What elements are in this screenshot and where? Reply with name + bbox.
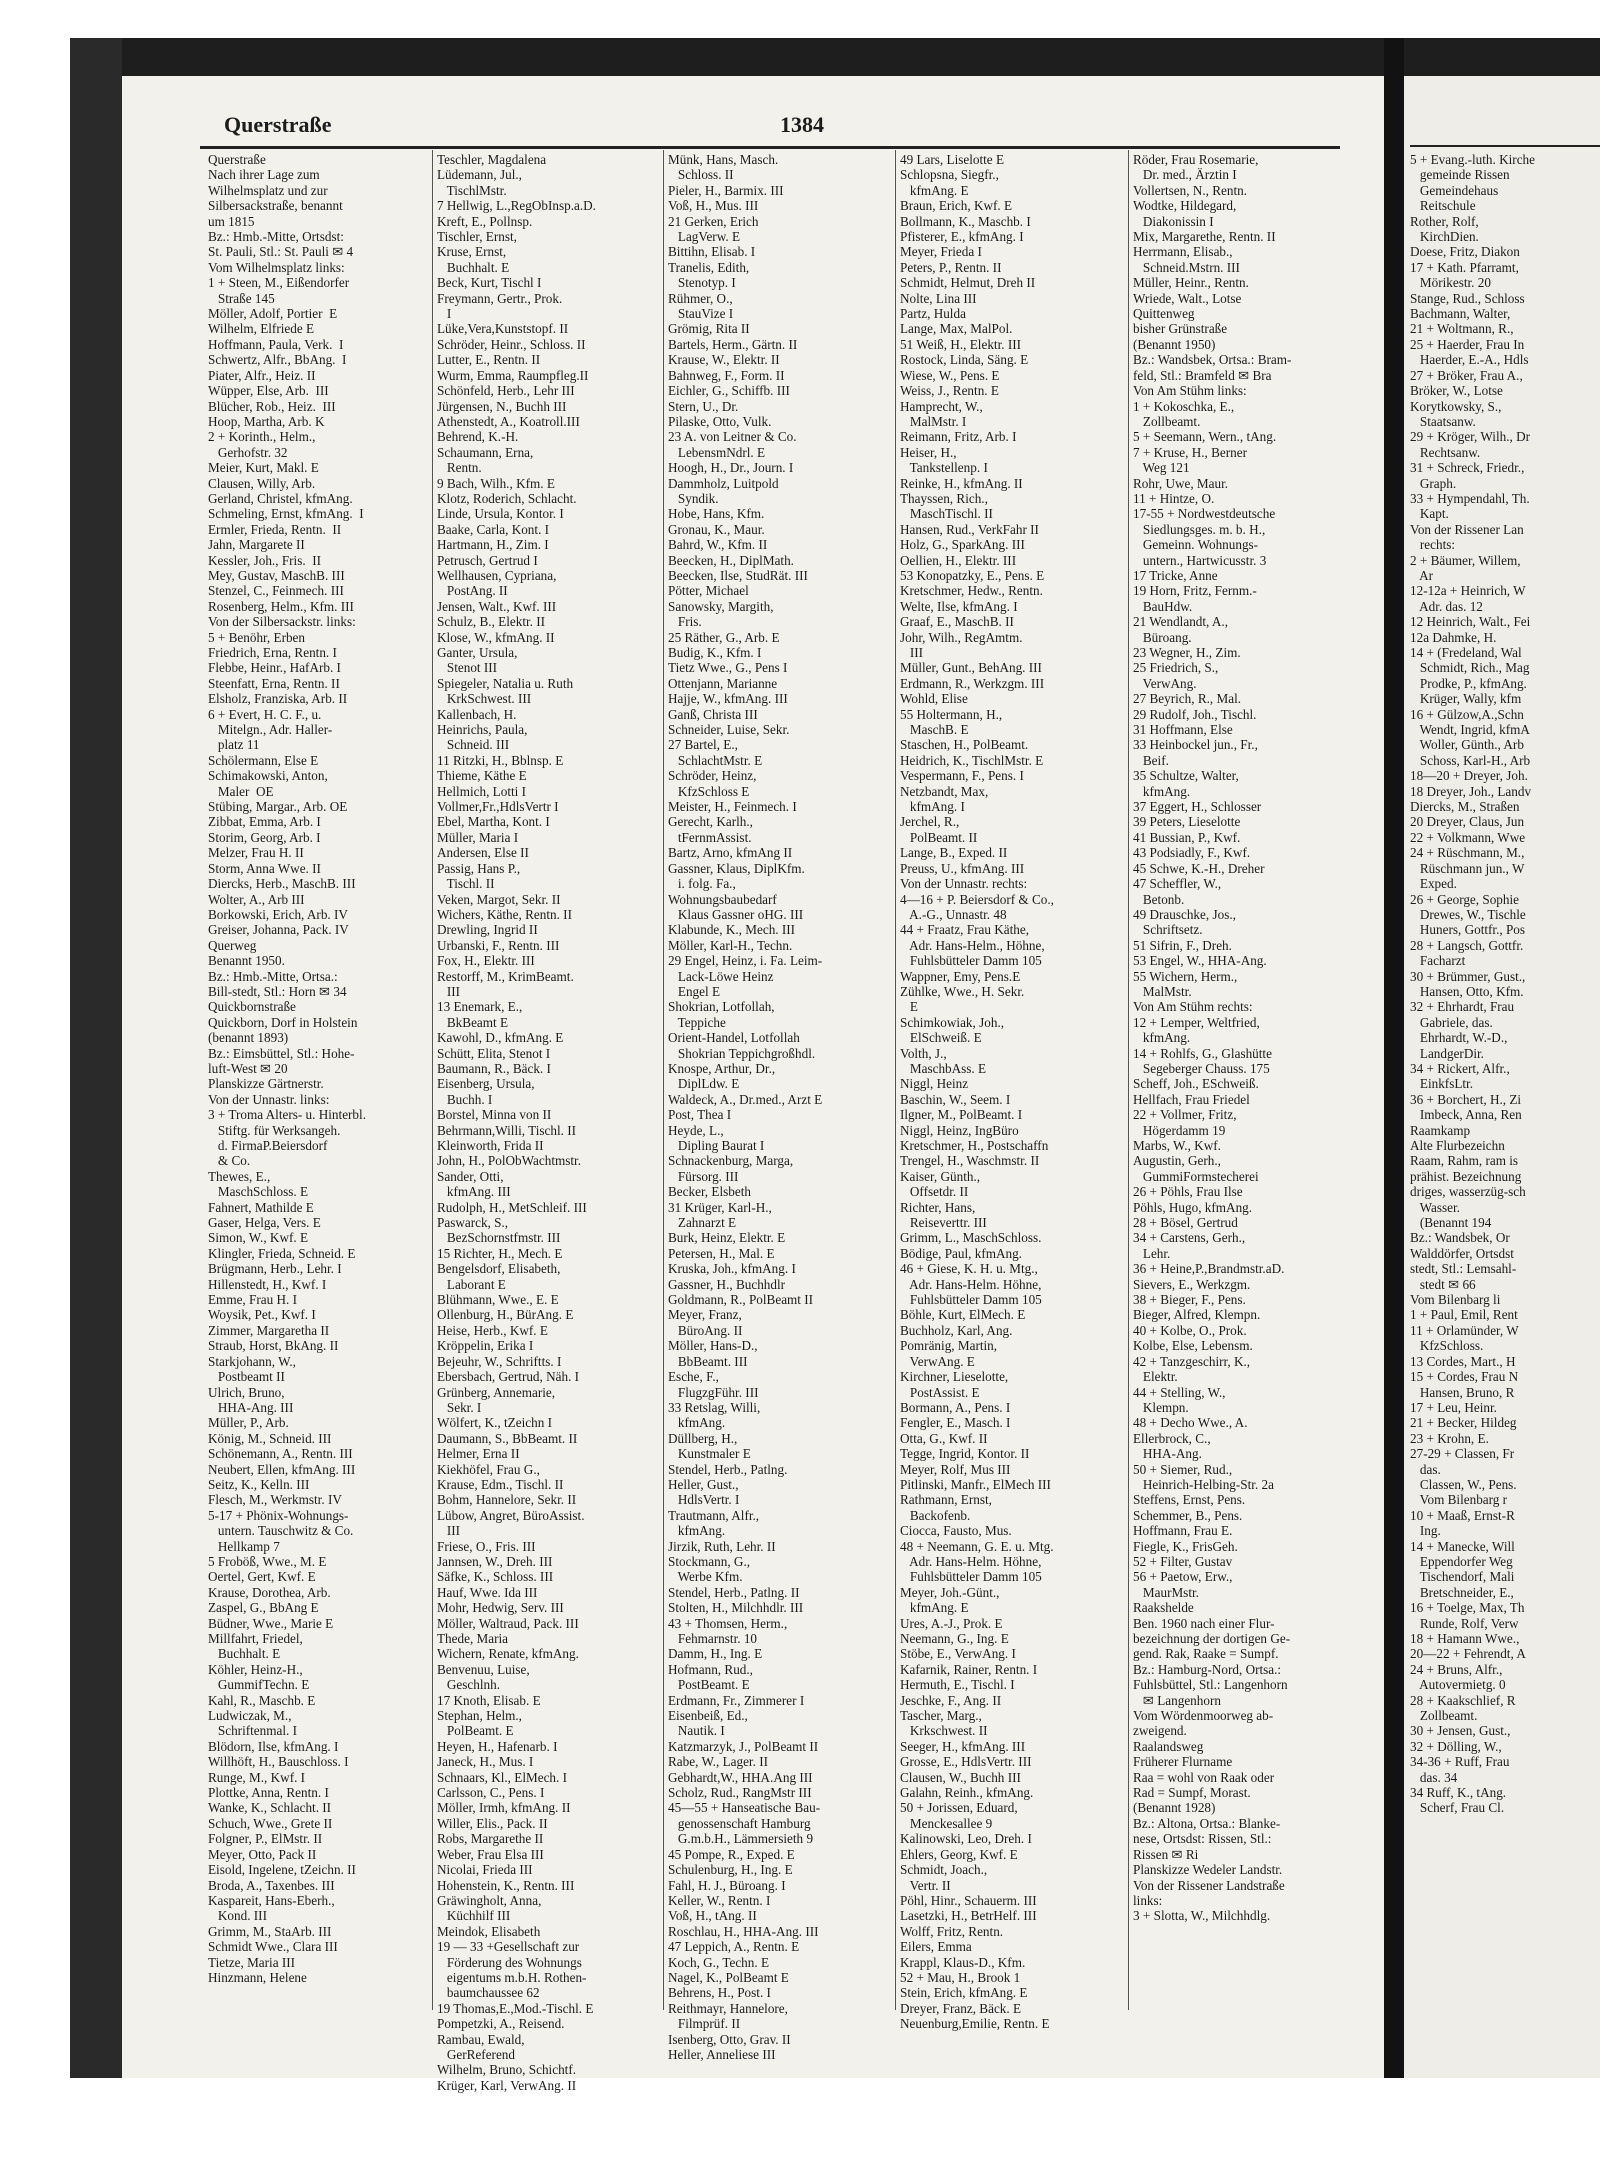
scan-border-top [70,38,1600,76]
column-divider [1128,150,1129,2010]
column-divider [432,150,433,2010]
book-gutter [1384,38,1404,2078]
right-page-column: 5 + Evang.-luth. Kirche gemeinde Rissen Gemeindehaus Reitschule Rother, Rolf, KirchDien. Doese, Fritz, Diakon 17 + Kath. Pfarramt, Mörikestr. 20 Stange, Rud., Schloss Bachmann, Walter, 21 + Woltmann, R., 25 + Haerder, Frau In Haerder, E.-A., Hdls 27 + Bröker, Frau A., Bröker, W., Lotse Korytkowsky, S., Staatsanw. 29 + Kröger, Wilh., Dr Rechtsanw. 31 + Schreck, Friedr., Graph. 33 + Hympendahl, Th. Kapt. Von der Rissener Lan rechts: 2 + Bäumer, Willem, Ar 12-12a + Heinrich, W Adr. das. 12 12 Heinrich, Walt., Fei 12a Dahmke, H. 14 + (Fredeland, Wal Schmidt, Rich., Mag Prodke, P., kfmAng. Krüger, Wally, kfm 16 + Gülzow,A.,Schn Wendt, Ingrid, kfmA Woller, Günth., Arb Schoss, Karl-H., Arb 18—20 + Dreyer, Joh. 18 Dreyer, Joh., Landv Diercks, M., Straßen 20 Dreyer, Claus, Jun 22 + Volkmann, Wwe 24 + Rüschmann, M., Rüschmann jun., W Exped. 26 + George, Sophie Drewes, W., Tischle Huners, Gottfr., Pos 28 + Langsch, Gottfr. Facharzt 30 + Brümmer, Gust., Hansen, Otto, Kfm. 32 + Ehrhardt, Frau Gabriele, das. Ehrhardt, W.-D., LandgerDir. 34 + Rickert, Alfr., EinkfsLtr. 36 + Borchert, H., Zi Imbeck, Anna, Ren Raamkamp Alte Flurbezeichn Raam, Rahm, ram is prähist. Bezeichnung driges, wasserzüg-sch Wasser. (Benannt 194 Bz.: Wandsbek, Or Walddörfer, Ortsdst stedt, Stl.: Lemsahl- stedt ✉ 66 Vom Bilenbarg li 1 + Paul, Emil, Rent 11 + Orlamünder, W KfzSchloss. 13 Cordes, Mart., H 15 + Cordes, Frau N Hansen, Bruno, R 17 + Leu, Heinr. 21 + Becker, Hildeg 23 + Krohn, E. 27-29 + Classen, Fr das. Classen, W., Pens. Vom Bilenbarg r 10 + Maaß, Ernst-R Ing. 14 + Manecke, Will Eppendorfer Weg Tischendorf, Mali Bretschneider, E., 16 + Toelge, Max, Th Runde, Rolf, Verw 18 + Hamann Wwe., 20—22 + Fehrendt, A 24 + Bruns, Alfr., Autovermietg. 0 28 + Kaakschlief, R Zollbeamt. 30 + Jensen, Gust., 32 + Dölling, W., 34-36 + Ruff, Frau das. 34 34 Ruff, K., tAng. Scherf, Frau Cl. [1410,152,1535,1816]
running-title: Querstraße [224,112,332,137]
scan-border-left [70,38,122,2078]
directory-column-2: Teschler, Magdalena Lüdemann, Jul., TischlMstr. 7 Hellwig, L.,RegObInsp.a.D. Kreft, E., Pollnsp. Tischler, Ernst, Kruse, Ernst, Buchhalt. E Beck, Kurt, Tischl I Freymann, Gertr., Prok. I Lüke,Vera,Kunststopf. II Schröder, Heinr., Schloss. II Lutter, E., Rentn. II Wurm, Emma, Raumpfleg.II Schönfeld, Herb., Lehr III Jürgensen, N., Buchh III Athenstedt, A., Koatroll.III Behrend, K.-H. Schaumann, Erna, Rentn. 9 Bach, Wilh., Kfm. E Klotz, Roderich, Schlacht. Linde, Ursula, Kontor. I Baake, Carla, Kont. I Hartmann, H., Zim. I Petrusch, Gertrud I Wellhausen, Cypriana, PostAng. II Jensen, Walt., Kwf. III Schulz, B., Elektr. II Klose, W., kfmAng. II Ganter, Ursula, Stenot III Spiegeler, Natalia u. Ruth KrkSchwest. III Kallenbach, H. Heinrichs, Paula, Schneid. III 11 Ritzki, H., Bblnsp. E Thieme, Käthe E Hellmich, Lotti I Vollmer,Fr.,HdlsVertr I Ebel, Martha, Kont. I Müller, Maria I Andersen, Else II Passig, Hans P., Tischl. II Veken, Margot, Sekr. II Wichers, Käthe, Rentn. II Drewling, Ingrid II Urbanski, F., Rentn. III Fox, H., Elektr. III Restorff, M., KrimBeamt. III 13 Enemark, E., BkBeamt E Kawohl, D., kfmAng. E Schütt, Elita, Stenot I Baumann, R., Bäck. I Eisenberg, Ursula, Buchh. I Borstel, Minna von II Behrmann,Willi, Tischl. II Kleinworth, Frida II John, H., PolObWachtmstr. Sander, Otti, kfmAng. III Rudolph, H., MetSchleif. III Paswarck, S., BezSchornstfmstr. III 15 Richter, H., Mech. E Bengelsdorf, Elisabeth, Laborant E Blühmann, Wwe., E. E Ollenburg, H., BürAng. E Heise, Herb., Kwf. E Kröppelin, Erika I Bejeuhr, W., Schriftts. I Ebersbach, Gertrud, Näh. I Grünberg, Annemarie, Sekr. I Wölfert, K., tZeichn I Daumann, S., BbBeamt. II Helmer, Erna II Kiekhöfel, Frau G., Krause, Edm., Tischl. II Bohm, Hannelore, Sekr. II Lübow, Angret, BüroAssist. III Friese, O., Fris. III Jannsen, W., Dreh. III Säfke, K., Schloss. III Hauf, Wwe. Ida III Mohr, Hedwig, Serv. III Möller, Waltraud, Pack. III Thede, Maria Wichern, Renate, kfmAng. Benvenuu, Luise, Geschlnh. 17 Knoth, Elisab. E Stephan, Helm., PolBeamt. E Heyen, H., Hafenarb. I Janeck, H., Mus. I Schnaars, Kl., ElMech. I Carlsson, C., Pens. I Möller, Irmh, kfmAng. II Willer, Elis., Pack. II Robs, Margarethe II Weber, Frau Elsa III Nicolai, Frieda III Hohenstein, K., Rentn. III Gräwingholt, Anna, Küchhilf III Meindok, Elisabeth 19 — 33 +Gesellschaft zur Förderung des Wohnungs eigentums m.b.H. Rothen- baumchaussee 62 19 Thomas,E.,Mod.-Tischl. E Pompetzki, A., Reisend. Rambau, Ewald, GerReferend Wilhelm, Bruno, Schichtf. Krüger, Karl, VerwAng. II [437,152,596,2093]
directory-column-3: Münk, Hans, Masch. Schloss. II Pieler, H., Barmix. III Voß, H., Mus. III 21 Gerken, Erich LagVerw. E Bittihn, Elisab. I Tranelis, Edith, Stenotyp. I Rühmer, O., StauVize I Grömig, Rita II Bartels, Herm., Gärtn. II Krause, W., Elektr. II Bahnweg, F., Form. II Eichler, G., Schiffb. III Stern, U., Dr. Pilaske, Otto, Vulk. 23 A. von Leitner & Co. LebensmNdrl. E Hoogh, H., Dr., Journ. I Dammholz, Luitpold Syndik. Hobe, Hans, Kfm. Gronau, K., Maur. Bahrd, W., Kfm. II Beecken, H., DiplMath. Beecken, Ilse, StudRät. III Pötter, Michael Sanowsky, Margith, Fris. 25 Räther, G., Arb. E Budig, K., Kfm. I Tietz Wwe., G., Pens I Ottenjann, Marianne Hajje, W., kfmAng. III Ganß, Christa III Schneider, Luise, Sekr. 27 Bartel, E., SchlachtMstr. E Schröder, Heinz, KfzSchloss E Meister, H., Feinmech. I Gerecht, Karlh., tFernmAssist. Bartz, Arno, kfmAng II Gassner, Klaus, DiplKfm. i. folg. Fa., Wohnungsbaubedarf Klaus Gassner oHG. III Klabunde, K., Mech. III Möller, Karl-H., Techn. 29 Engel, Heinz, i. Fa. Leim- Lack-Löwe Heinz Engel E Shokrian, Lotfollah, Teppiche Orient-Handel, Lotfollah Shokrian Teppichgroßhdl. Knospe, Arthur, Dr., DiplLdw. E Waldeck, A., Dr.med., Arzt E Post, Thea I Heyde, L., Dipling Baurat I Schnackenburg, Marga, Fürsorg. III Becker, Elsbeth 31 Krüger, Karl-H., Zahnarzt E Burk, Heinz, Elektr. E Petersen, H., Mal. E Kruska, Joh., kfmAng. I Gassner, H., Buchhdlr Goldmann, R., PolBeamt II Meyer, Franz, BüroAng. II Möller, Hans-D., BbBeamt. III Esche, F., FlugzgFühr. III 33 Retslag, Willi, kfmAng. Düllberg, H., Kunstmaler E Stendel, Herb., Patlng. Heller, Gust., HdlsVertr. I Trautmann, Alfr., kfmAng. Jirzik, Ruth, Lehr. II Stockmann, G., Werbe Kfm. Stendel, Herb., Patlng. II Stolten, H., Milchhdlr. III 43 + Thomsen, Herm., Fehmarnstr. 10 Damm, H., Ing. E Hofmann, Rud., PostBeamt. E Erdmann, Fr., Zimmerer I Eisenbeiß, Ed., Nautik. I Katzmarzyk, J., PolBeamt II Rabe, W., Lager. II Gebhardt,W., HHA.Ang III Scholz, Rud., RangMstr III 45—55 + Hanseatische Bau- genossenschaft Hamburg G.m.b.H., Lämmersieth 9 45 Pompe, R., Exped. E Schulenburg, H., Ing. E Fahl, H. J., Büroang. I Keller, W., Rentn. I Voß, H., tAng. II Roschlau, H., HHA-Ang. III 47 Leppich, A., Rentn. E Koch, G., Techn. E Nagel, K., PolBeamt E Behrens, H., Post. I Reithmayr, Hannelore, Filmprüf. II Isenberg, Otto, Grav. II Heller, Anneliese III [668,152,823,2062]
column-divider [895,150,896,2010]
directory-column-4: 49 Lars, Liselotte E Schlopsna, Siegfr., kfmAng. E Braun, Erich, Kwf. E Bollmann, K., Maschb. I Pfisterer, E., kfmAng. I Meyer, Frieda I Peters, P., Rentn. II Schmidt, Helmut, Dreh II Nolte, Lina III Partz, Hulda Lange, Max, MalPol. 51 Weiß, H., Elektr. III Rostock, Linda, Säng. E Wiese, W., Pens. E Weiss, J., Rentn. E Hamprecht, W., MalMstr. I Reimann, Fritz, Arb. I Heiser, H., Tankstellenp. I Reinke, H., kfmAng. II Thayssen, Rich., MaschTischl. II Hansen, Rud., VerkFahr II Holz, G., SparkAng. III Oellien, H., Elektr. III 53 Konopatzky, E., Pens. E Kretschmer, Hedw., Rentn. Welte, Ilse, kfmAng. I Graaf, E., MaschB. II Johr, Wilh., RegAmtm. III Müller, Gunt., BehAng. III Erdmann, R., Werkzgm. III Wohld, Elise 55 Holtermann, H., MaschB. E Staschen, H., PolBeamt. Heidrich, K., TischlMstr. E Vespermann, F., Pens. I Netzbandt, Max, kfmAng. I Jerchel, R., PolBeamt. II Lange, B., Exped. II Preuss, U., kfmAng. III Von der Unnastr. rechts: 4—16 + P. Beiersdorf & Co., A.-G., Unnastr. 48 44 + Fraatz, Frau Käthe, Adr. Hans-Helm., Höhne, Fuhlsbütteler Damm 105 Wappner, Emy, Pens.E Zühlke, Wwe., H. Sekr. E Schimkowiak, Joh., ElSchweiß. E Volth, J., MaschbAss. E Niggl, Heinz Baschin, W., Seem. I Ilgner, M., PolBeamt. I Niggl, Heinz, IngBüro Kretschmer, H., Postschaffn Trengel, H., Waschmstr. II Kaiser, Günth., Offsetdr. II Richter, Hans, Reiseverttr. III Grimm, L., MaschSchloss. Bödige, Paul, kfmAng. 46 + Giese, K. H. u. Mtg., Adr. Hans-Helm. Höhne, Fuhlsbütteler Damm 105 Böhle, Kurt, ElMech. E Buchholz, Karl, Ang. Pomränig, Martin, VerwAng. E Kirchner, Lieselotte, PostAssist. E Bormann, A., Pens. I Fengler, E., Masch. I Otta, G., Kwf. II Tegge, Ingrid, Kontor. II Meyer, Rolf, Mus III Pitlinski, Manfr., ElMech III Rathmann, Ernst, Backofenb. Ciocca, Fausto, Mus. 48 + Neemann, G. E. u. Mtg. Adr. Hans-Helm. Höhne, Fuhlsbütteler Damm 105 Meyer, Joh.-Günt., kfmAng. E Ures, A.-J., Prok. E Neemann, G., Ing. E Stöbe, E., VerwAng. I Kafarnik, Rainer, Rentn. I Hermuth, E., Tischl. I Jeschke, F., Ang. II Tascher, Marg., Krkschwest. II Seeger, H., kfmAng. III Grosse, E., HdlsVertr. III Clausen, W., Buchh III Galahn, Reinh., kfmAng. 50 + Jorissen, Eduard, Menckesallee 9 Kalinowski, Leo, Dreh. I Ehlers, Georg, Kwf. E Schmidt, Joach., Vertr. II Pöhl, Hinr., Schauerm. III Lasetzki, H., BetrHelf. III Wolff, Fritz, Rentn. Eilers, Emma Krappl, Klaus-D., Kfm. 52 + Mau, H., Brook 1 Stein, Erich, kfmAng. E Dreyer, Franz, Bäck. E Neuenburg,Emilie, Rentn. E [900,152,1054,2032]
column-divider [663,150,664,2010]
page-header [200,112,1340,142]
page-number: 1384 [780,112,824,137]
header-rule [200,146,1340,149]
directory-column-1: Querstraße Nach ihrer Lage zum Wilhelmsplatz und zur Silbersackstraße, benannt um 1815 Bz.: Hmb.-Mitte, Ortsdst: St. Pauli, Stl.: St. Pauli ✉ 4 Vom Wilhelmsplatz links: 1 + Steen, M., Eißendorfer Straße 145 Möller, Adolf, Portier E Wilhelm, Elfriede E Hoffmann, Paula, Verk. I Schwertz, Alfr., BbAng. I Piater, Alfr., Heiz. II Wüpper, Else, Arb. III Blücher, Rob., Heiz. III Hoop, Martha, Arb. K 2 + Korinth., Helm., Gerhofstr. 32 Meier, Kurt, Makl. E Clausen, Willy, Arb. Gerland, Christel, kfmAng. Schmeling, Ernst, kfmAng. I Ermler, Frieda, Rentn. II Jahn, Margarete II Kessler, Joh., Fris. II Mey, Gustav, MaschB. III Stenzel, C., Feinmech. III Rosenberg, Helm., Kfm. III Von der Silbersackstr. links: 5 + Benöhr, Erben Friedrich, Erna, Rentn. I Flebbe, Heinr., HafArb. I Steenfatt, Erna, Rentn. II Elsholz, Franziska, Arb. II 6 + Evert, H. C. F., u. Mitelgn., Adr. Haller- platz 11 Schölermann, Else E Schimakowski, Anton, Maler OE Stübing, Margar., Arb. OE Zibbat, Emma, Arb. I Storim, Georg, Arb. I Melzer, Frau H. II Storm, Anna Wwe. II Diercks, Herb., MaschB. III Wolter, A., Arb III Borkowski, Erich, Arb. IV Greiser, Johanna, Pack. IV Querweg Benannt 1950. Bz.: Hmb.-Mitte, Ortsa.: Bill-stedt, Stl.: Horn ✉ 34 Quickbornstraße Quickborn, Dorf in Holstein (benannt 1893) Bz.: Eimsbüttel, Stl.: Hohe- luft-West ✉ 20 Planskizze Gärtnerstr. Von der Unnastr. links: 3 + Troma Alters- u. Hinterbl. Stiftg. für Werksangeh. d. FirmaP.Beiersdorf & Co. Thewes, E., MaschSchloss. E Fahnert, Mathilde E Gaser, Helga, Vers. E Simon, W., Kwf. E Klingler, Frieda, Schneid. E Brügmann, Herb., Lehr. I Hillenstedt, H., Kwf. I Emme, Frau H. I Woysik, Pet., Kwf. I Zimmer, Margaretha II Straub, Horst, BkAng. II Starkjohann, W., Postbeamt II Ulrich, Bruno, HHA-Ang. III Müller, P., Arb. König, M., Schneid. III Schönemann, A., Rentn. III Neubert, Ellen, kfmAng. III Seitz, K., Kelln. III Flesch, M., Werkmstr. IV 5-17 + Phönix-Wohnungs- untern. Tauschwitz & Co. Hellkamp 7 5 Froböß, Wwe., M. E Oertel, Gert, Kwf. E Krause, Dorothea, Arb. Zaspel, G., BbAng E Büdner, Wwe., Marie E Millfahrt, Friedel, Buchhalt. E Köhler, Heinz-H., GummifTechn. E Kahl, R., Maschb. E Ludwiczak, M., Schriftenmal. I Blödorn, Ilse, kfmAng. I Willhöft, H., Bauschloss. I Runge, M., Kwf. I Plottke, Anna, Rentn. I Wanke, K., Schlacht. II Schuch, Wwe., Grete II Folgner, P., ElMstr. II Meyer, Otto, Pack II Eisold, Ingelene, tZeichn. II Broda, A., Taxenbes. III Kaspareit, Hans-Eberh., Kond. III Grimm, M., StaArb. III Schmidt Wwe., Clara III Tietze, Maria III Hinzmann, Helene [208,152,366,1985]
right-page-header-rule [1410,145,1600,147]
directory-column-5: Röder, Frau Rosemarie, Dr. med., Ärztin I Vollertsen, N., Rentn. Wodtke, Hildegard, Diakonissin I Mix, Margarethe, Rentn. II Herrmann, Elisab., Schneid.Mstrn. III Müller, Heinr., Rentn. Wriede, Walt., Lotse Quittenweg bisher Grünstraße (Benannt 1950) Bz.: Wandsbek, Ortsa.: Bram- feld, Stl.: Bramfeld ✉ Bra Von Am Stühm links: 1 + Kokoschka, E., Zollbeamt. 5 + Seemann, Wern., tAng. 7 + Kruse, H., Berner Weg 121 Rohr, Uwe, Maur. 11 + Hintze, O. 17-55 + Nordwestdeutsche Siedlungsges. m. b. H., Gemeinn. Wohnungs- untern., Hartwicusstr. 3 17 Tricke, Anne 19 Horn, Fritz, Fernm.- BauHdw. 21 Wendlandt, A., Büroang. 23 Wegner, H., Zim. 25 Friedrich, S., VerwAng. 27 Beyrich, R., Mal. 29 Rudolf, Joh., Tischl. 31 Hoffmann, Else 33 Heinbockel jun., Fr., Beif. 35 Schultze, Walter, kfmAng. 37 Eggert, H., Schlosser 39 Peters, Lieselotte 41 Bussian, P., Kwf. 43 Podsiadly, F., Kwf. 45 Schwe, K.-H., Dreher 47 Scheffler, W., Betonb. 49 Drauschke, Jos., Schriftsetz. 51 Sifrin, F., Dreh. 53 Engel, W., HHA-Ang. 55 Wichern, Herm., MalMstr. Von Am Stühm rechts: 12 + Lemper, Weltfried, kfmAng. 14 + Rohlfs, G., Glashütte Segeberger Chauss. 175 Scheff, Joh., ESchweiß. Hellfach, Frau Friedel 22 + Vollmer, Fritz, Högerdamm 19 Marbs, W., Kwf. Augustin, Gerh., GummiFormstecherei 26 + Pöhls, Frau Ilse Pöhls, Hugo, kfmAng. 28 + Bösel, Gertrud 34 + Carstens, Gerh., Lehr. 36 + Heine,P.,Brandmstr.aD. Sievers, E., Werkzgm. 38 + Bieger, F., Pens. Bieger, Alfred, Klempn. 40 + Kolbe, O., Prok. Kolbe, Else, Lebensm. 42 + Tanzgeschirr, K., Elektr. 44 + Stelling, W., Klempn. 48 + Decho Wwe., A. Ellerbrock, C., HHA-Ang. 50 + Siemer, Rud., Heinrich-Helbing-Str. 2a Steffens, Ernst, Pens. Schemmer, B., Pens. Hoffmann, Frau E. Fiegle, K., FrisGeh. 52 + Filter, Gustav 56 + Paetow, Erw., MaurMstr. Raakshelde Ben. 1960 nach einer Flur- bezeichnung der dortigen Ge- gend. Rak, Raake = Sumpf. Bz.: Hamburg-Nord, Ortsa.: Fuhlsbüttel, Stl.: Langenhorn ✉ Langenhorn Vom Wördenmoorweg ab- zweigend. Raalandsweg Früherer Flurname Raa = wohl von Raak oder Rad = Sumpf, Morast. (Benannt 1928) Bz.: Altona, Ortsa.: Blanke- nese, Ortsdst: Rissen, Stl.: Rissen ✉ Ri Planskizze Wedeler Landstr. Von der Rissener Landstraße links: 3 + Slotta, W., Milchhdlg. [1133,152,1292,1924]
